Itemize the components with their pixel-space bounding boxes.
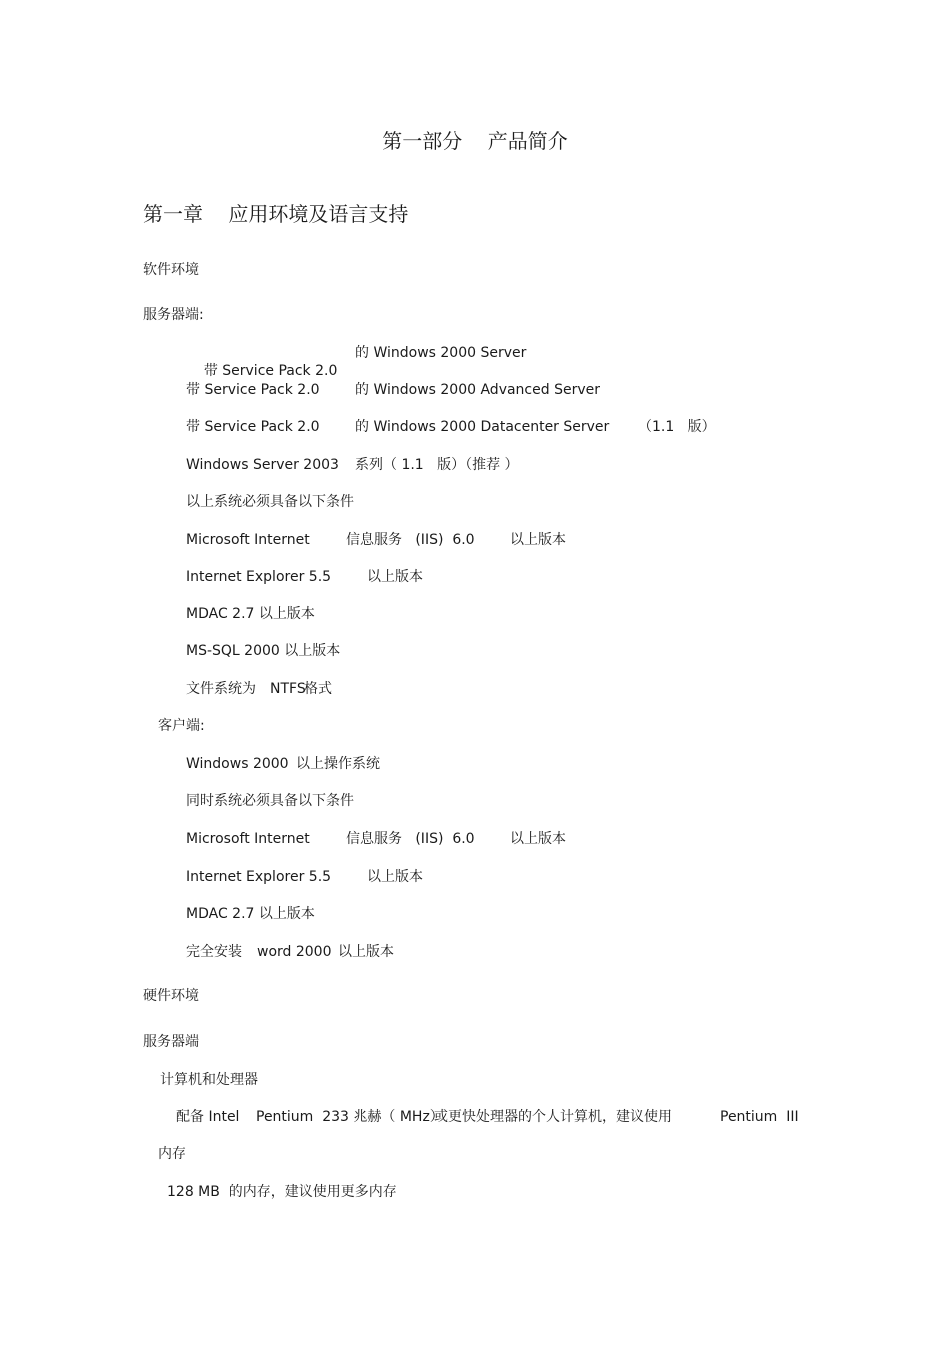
software-env-heading: 软件环境 [143, 262, 199, 278]
server-os-sp: 带 Service Pack 2.0 [186, 419, 320, 435]
client-conditions-heading: 同时系统必须具备以下条件 [186, 793, 354, 809]
word-label: 完全安装 [186, 944, 242, 960]
server-os-name: 的 Windows 2000 Advanced Server [355, 382, 600, 398]
memory-heading: 内存 [158, 1146, 186, 1162]
server-heading: 服务器端: [143, 307, 204, 323]
client-iis-requirement: 以上版本 [510, 831, 566, 847]
cpu-description: 或更快处理器的个人计算机，建议使用 [434, 1109, 672, 1125]
iis-version: 信息服务 (IIS) 6.0 [346, 532, 475, 548]
iis-requirement: 以上版本 [510, 532, 566, 548]
client-heading: 客户端: [158, 718, 205, 734]
word-requirement: 以上版本 [338, 944, 394, 960]
sql-requirement: MS-SQL 2000 以上版本 [186, 643, 341, 659]
cpu-recommended: Pentium III [720, 1109, 799, 1125]
server-os-name: 的 Windows 2000 Server [355, 345, 527, 361]
memory-requirement: 128 MB 的内存，建议使用更多内存 [167, 1184, 397, 1200]
server-os-name: 的 Windows 2000 Datacenter Server [355, 419, 610, 435]
ie-requirement: 以上版本 [367, 569, 423, 585]
part-title: 第一部分 产品简介 [382, 129, 568, 153]
ie-product: Internet Explorer 5.5 [186, 569, 332, 585]
fs-label: 文件系统为 [186, 681, 256, 697]
client-iis-product: Microsoft Internet [186, 831, 310, 847]
client-os-requirement: 以上操作系统 [296, 756, 380, 772]
hardware-server-heading: 服务器端 [143, 1034, 199, 1050]
server-os-sp: 带 Service Pack 2.0 [186, 382, 320, 398]
server-os-sp: 带 Service Pack 2.0 [203, 363, 338, 379]
cpu-brand: 配备 Intel [176, 1109, 240, 1125]
client-os: Windows 2000 [186, 756, 289, 772]
fs-format: 格式 [304, 681, 332, 697]
iis-product: Microsoft Internet [186, 532, 310, 548]
hardware-env-heading: 硬件环境 [143, 988, 199, 1004]
mdac-requirement: MDAC 2.7 以上版本 [186, 606, 315, 622]
server-os-sp: Windows Server 2003 [186, 457, 339, 473]
word-product: word 2000 [257, 944, 332, 960]
chapter-title: 第一章 应用环境及语言支持 [143, 202, 409, 226]
cpu-heading: 计算机和处理器 [160, 1072, 258, 1088]
server-conditions-heading: 以上系统必须具备以下条件 [186, 494, 354, 510]
fs-type: NTFS [270, 681, 306, 697]
server-os-version: （1.1 版） [638, 419, 716, 435]
client-ie-product: Internet Explorer 5.5 [186, 869, 332, 885]
client-ie-requirement: 以上版本 [367, 869, 423, 885]
client-iis-version: 信息服务 (IIS) 6.0 [346, 831, 475, 847]
cpu-speed: Pentium 233 兆赫（ MHz） [256, 1109, 444, 1125]
server-os-name: 系列（ 1.1 版）（推荐 ） [355, 457, 519, 473]
client-mdac-requirement: MDAC 2.7 以上版本 [186, 906, 315, 922]
